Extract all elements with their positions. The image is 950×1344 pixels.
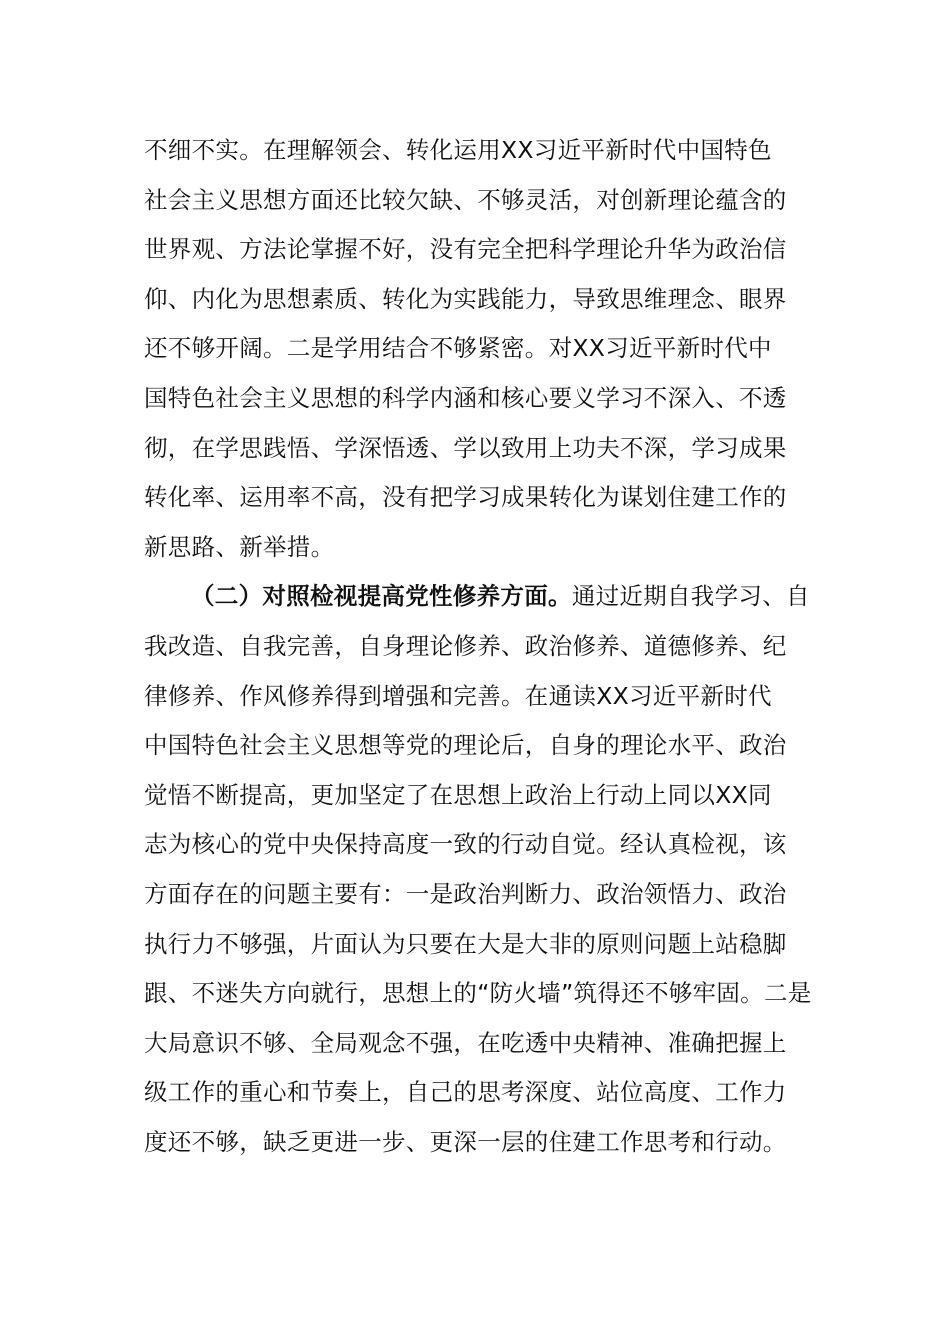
text-line: 度还不够，缺乏更进一步、更深一层的住建工作思考和行动。	[144, 1127, 787, 1156]
text-line: 律修养、作风修养得到增强和完善。在通读XX习近平新时代	[144, 681, 772, 710]
document-body	[144, 126, 816, 1167]
text-line: 执行力不够强，片面认为只要在大是大非的原则问题上站稳脚	[144, 929, 787, 958]
section-2-first-line	[144, 572, 816, 622]
text-line: 级工作的重心和节奏上，自己的思考深度、站位高度、工作力	[144, 1078, 787, 1107]
text-line: 大局意识不够、全局观念不强，在吃透中央精神、准确把握上	[144, 1028, 787, 1057]
text-line: 还不够开阔。二是学用结合不够紧密。对XX习近平新时代中	[144, 334, 772, 363]
text-line: 仰、内化为思想素质、转化为实践能力，导致思维理念、眼界	[144, 284, 787, 313]
text-line: 觉悟不断提高，更加坚定了在思想上政治上行动上同以XX同	[144, 780, 772, 809]
text-line: 社会主义思想方面还比较欠缺、不够灵活，对创新理论蕴含的	[144, 185, 787, 214]
text-line: 我改造、自我完善，自身理论修养、政治修养、道德修养、纪	[144, 631, 787, 660]
text-line: 方面存在的问题主要有：一是政治判断力、政治领悟力、政治	[144, 879, 787, 908]
text-line: 世界观、方法论掌握不好，没有完全把科学理论升华为政治信	[144, 235, 787, 264]
text-line: 国特色社会主义思想的科学内涵和核心要义学习不深入、不透	[144, 383, 787, 412]
section-2-first-line-text: 通过近期自我学习、自	[571, 582, 810, 611]
text-line: 中国特色社会主义思想等党的理论后，自身的理论水平、政治	[144, 731, 787, 760]
text-line: 不细不实。在理解领会、转化运用XX习近平新时代中国特色	[144, 136, 772, 164]
section-2-heading: （二）对照检视提高党性修养方面。	[191, 582, 572, 611]
text-line: 新思路、新举措。	[144, 532, 335, 561]
text-line: 志为核心的党中央保持高度一致的行动自觉。经认真检视，该	[144, 830, 787, 859]
text-line: 彻，在学思践悟、学深悟透、学以致用上功夫不深，学习成果	[144, 433, 787, 462]
text-line: 跟、不迷失方向就行，思想上的“防火墙”筑得还不够牢固。二是	[144, 979, 812, 1008]
text-line: 转化率、运用率不高，没有把学习成果转化为谋划住建工作的	[144, 483, 787, 512]
